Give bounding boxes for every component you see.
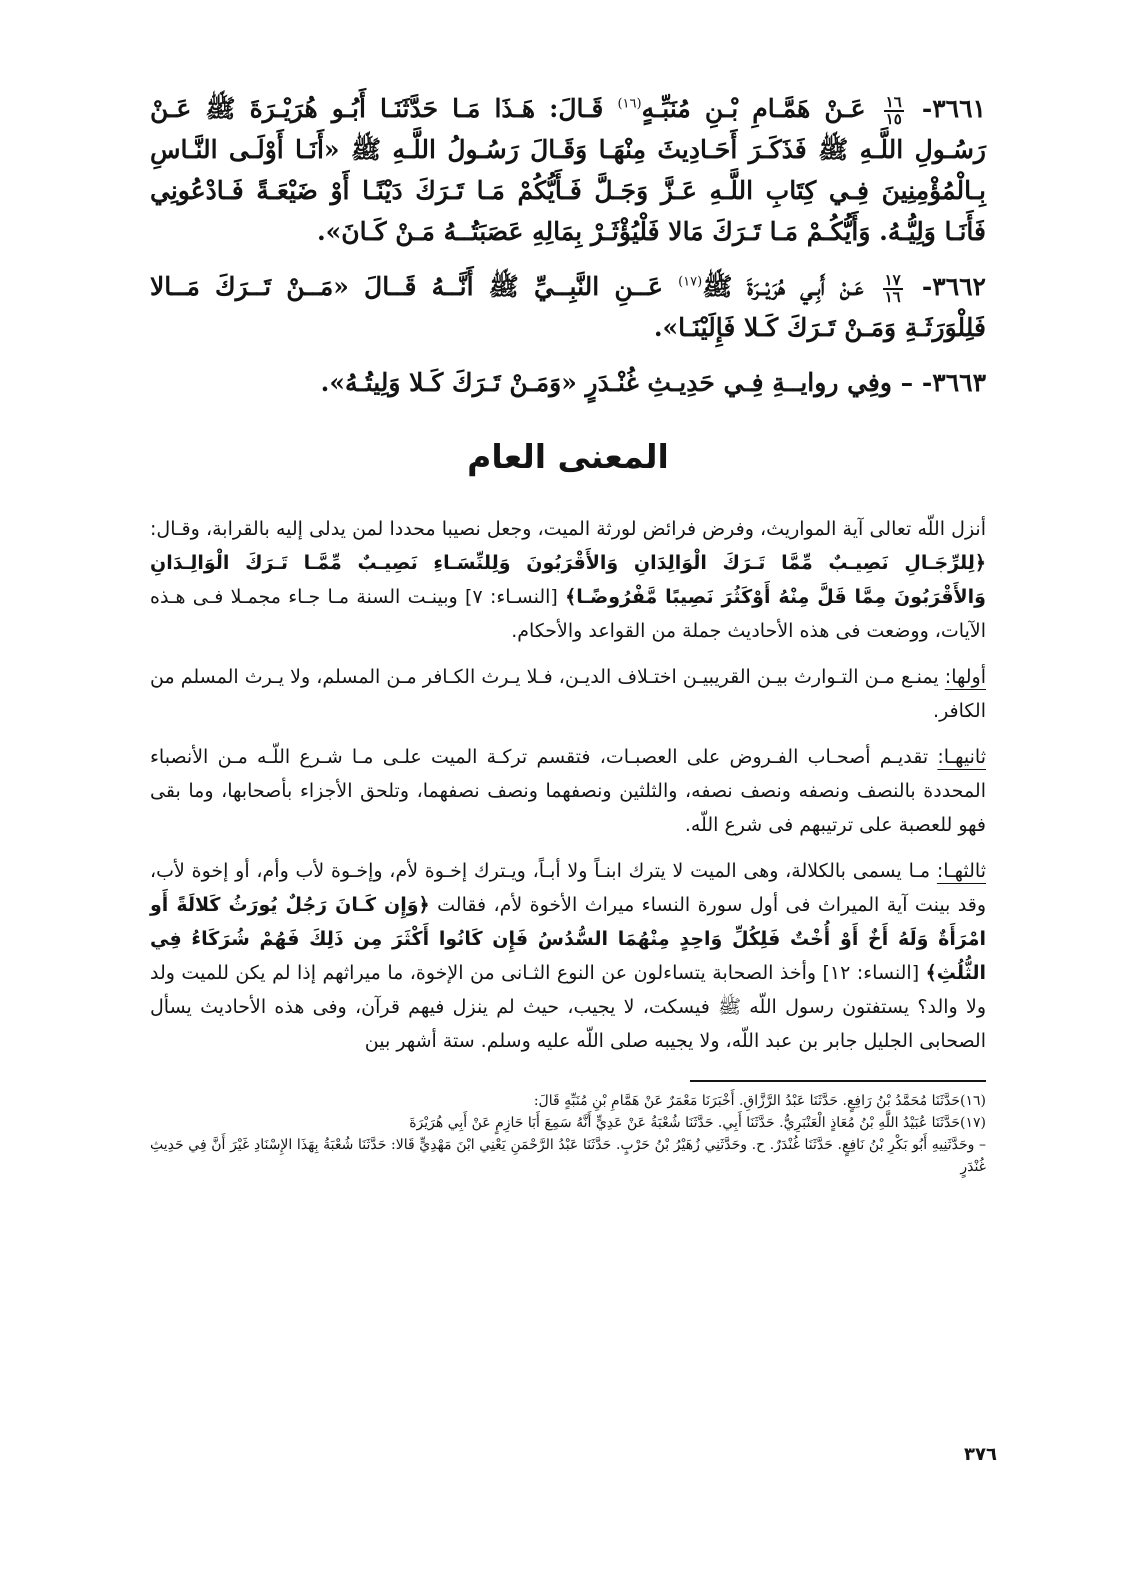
footnote-17-continued: – وحَدَّثَنِيهِ أَبُو بَكْرِ بْنُ نَافِعٍ. حَدَّثَنَا غُنْدَرٌ. ح. وحَدَّثَنِي زُهَيْرُ بْنُ حَرْبٍ. حَدَّثَنَا عَبْدُ الرَّحْمَنِ يَعْنِي ابْنَ مَهْدِيٍّ قَالا: حَدَّثَنَا شُعْبَةُ بِهَذَا الإِسْنَادِ غَيْرَ أَنَّ فِي حَدِيثِ غُنْدَرٍ xyxy=(150,1137,986,1175)
hadith-number: ٣٦٦١- xyxy=(921,94,986,123)
hadith-fraction xyxy=(883,270,903,306)
footnote-ref: (١٧) xyxy=(678,274,703,290)
footnote-divider xyxy=(690,1080,986,1082)
paragraph-lead: ثالثهـا: xyxy=(936,860,986,882)
footnote-17: (١٧)حَدَّثَنَا عُبَيْدُ اللَّهِ بْنُ مُعَاذٍ الْعَنْبَرِيُّ. حَدَّثَنَا أَبِي. حَدَّثَنَا شُعْبَةُ عَنْ عَدِيٍّ أَنَّهُ سَمِعَ أَبَا حَازِمٍ عَنْ أَبِي هُرَيْرَةَ xyxy=(409,1115,986,1131)
paragraph-lead: أولها: xyxy=(944,666,986,688)
hadith-number: ٣٦٦٢- xyxy=(921,272,986,301)
paragraph-text: تقديـم أصحـاب الفـروض على العصبـات، فتقسم تركـة الميت علـى مـا شـرع اللّـه مـن الأنصباء المحددة بالنصف ونصفه ونصف نصفه، والثلثين ونصفهما ونصف نصفهما، وتلحق الأجزاء بأصحابها، وما بقى فهو للعصبة على ترتيبهم فى شرع اللّه. xyxy=(150,746,986,836)
hadith-3662 xyxy=(150,266,986,348)
paragraph-text: مـا يسمى بالكلالة، وهى الميت لا يترك ابنـاً ولا أبـاً، ويـترك إخـوة لأم، وإخـوة لأب وأم، أو إخوة لأب، وقد بينت آية الميراث فى أول سورة النساء ميراث الأخوة لأم، فقالت xyxy=(150,860,986,916)
hadith-3661 xyxy=(150,88,986,252)
hadith-text-part: عَـنْ هَمَّـامِ بْـنِ مُنَبِّـهٍ xyxy=(641,94,866,123)
quran-verse: ﴿وَإِن كَـانَ رَجُلٌ يُورَثُ كَلالَةً أَو امْرَأَةٌ وَلَهُ أَخٌ أَوْ أُخْتٌ فَلِكُلِّ وَاحِدٍ مِنْهُمَا السُّدُسُ فَإِن كَانُوا أَكْثَرَ مِن ذَلِكَ فَهُمْ شُرَكَاءُ فِي الثُّلُثِ﴾ xyxy=(150,894,986,984)
fraction-bottom: ١٦ xyxy=(884,287,901,306)
fraction-top: ١٦ xyxy=(885,92,902,111)
paragraph-lead: ثانيهـا: xyxy=(937,746,986,768)
fraction-bottom: ١٥ xyxy=(885,109,902,128)
hadith-fraction xyxy=(884,92,904,128)
footnotes xyxy=(150,1080,986,1178)
paragraph-text: أنزل اللّه تعالى آية المواريث، وفرض فرائض لورثة الميت، وجعل نصيبا محددا لمن يدلى إليه بالقرابة، وقـال: xyxy=(150,518,986,540)
paragraph-first xyxy=(150,660,986,728)
paragraph-text: يمنـع مـن التـوارث بيـن القريبيـن اختـلاف الديـن، فـلا يـرث الكـافر مـن المسلم، ولا يـرث المسلم من الكافر. xyxy=(150,666,986,722)
page-content xyxy=(150,88,986,1178)
paragraph-second xyxy=(150,740,986,842)
hadith-text-part: قَـالَ: هَـذَا مَـا حَدَّثَنَـا أَبُـو هُرَيْـرَةَ ﷺ عَـنْ رَسُـولِ اللَّـهِ ﷺ فَذَكَـرَ أَحَـادِيثَ مِنْهَـا وَقَـالَ رَسُـولُ اللَّـهِ ﷺ «أَنَـا أَوْلَـى النَّـاسِ بِـالْمُؤْمِنِينَ فِـي كِتَابِ اللَّـهِ عَـزَّ وَجَـلَّ فَـأَيُّكُمْ مَـا تَـرَكَ دَيْنًـا أَوْ ضَيْعَـةً فَـادْعُونِي فَأَنَـا وَلِيُّـهُ. وَأَيُّكُـمْ مَـا تَـرَكَ مَالا فَلْيُؤْثَـرْ بِمَالِهِ عَصَبَتُــهُ مَـنْ كَـانَ». xyxy=(150,94,986,246)
paragraph-intro xyxy=(150,512,986,648)
paragraph-third xyxy=(150,854,986,1058)
footnote-ref: (١٦) xyxy=(617,96,642,112)
hadith-number: ٣٦٦٣- xyxy=(921,368,986,397)
hadith-text-part: عَـنْ أَبِـي هُرَيْــرَةَ ﷺ xyxy=(702,272,864,301)
fraction-top: ١٧ xyxy=(884,270,901,289)
quran-verse: ﴿لِلرِّجَـالِ نَصِيـبٌ مِّمَّا تَـرَكَ الْوَالِدَانِ وَالأَقْرَبُونَ وَلِلنِّسَـاءِ نَصِيـبٌ مِّمَّـا تَـرَكَ الْوَالِـدَانِ وَالأَقْرَبُونَ مِمَّا قَلَّ مِنْهُ أَوْكَثُرَ نَصِيبًا مَّفْرُوضًـا﴾ xyxy=(150,552,986,608)
hadith-text: – وفِي روايــةِ فِـي حَدِيـثِ غُنْـدَرٍ «وَمَـنْ تَـرَكَ كَـلا وَلِيتُـهُ». xyxy=(320,368,914,397)
hadith-text-part: عَــنِ النَّبِــيِّ ﷺ أَنَّــهُ قَــالَ «مَــنْ تَــرَكَ مَــالا فَلِلْوَرَثَـةِ وَمَـنْ تَـرَكَ كَـلا فَإِلَيْنَـا». xyxy=(150,272,986,342)
hadith-3663 xyxy=(150,362,986,403)
paragraph-text: [النسـاء: ٧] وبينـت السنة مـا جـاء مجمـلا فـى هـذه الآيات، ووضعت فى هذه الأحاديث جملة من القواعد والأحكام. xyxy=(150,586,986,642)
paragraph-text: [النساء: ١٢] وأخذ الصحابة يتساءلون عن النوع الثـانى من الإخوة، ما ميراثهم إذا لم يكن للميت ولد ولا والد؟ يستفتون رسول اللّه ﷺ فيسكت، لا يجيب، حيث لم ينزل فيهم قرآن، وفى هذه الأحاديث يسأل الصحابى الجليل جابر بن عبد اللّه، ولا يجيبه صلى اللّه عليه وسلم. ستة أشهر بين xyxy=(150,962,986,1052)
footnote-16: (١٦)حَدَّثَنَا مُحَمَّدُ بْنُ رَافِعٍ. حَدَّثَنَا عَبْدُ الرَّزَّاقِ. أَخْبَرَنَا مَعْمَرٌ عَنْ هَمَّامِ بْنِ مُنَبِّهٍ قَالَ: xyxy=(533,1093,986,1109)
page-number: ٣٧٦ xyxy=(964,1444,997,1465)
section-title: المعنى العام xyxy=(467,437,669,476)
